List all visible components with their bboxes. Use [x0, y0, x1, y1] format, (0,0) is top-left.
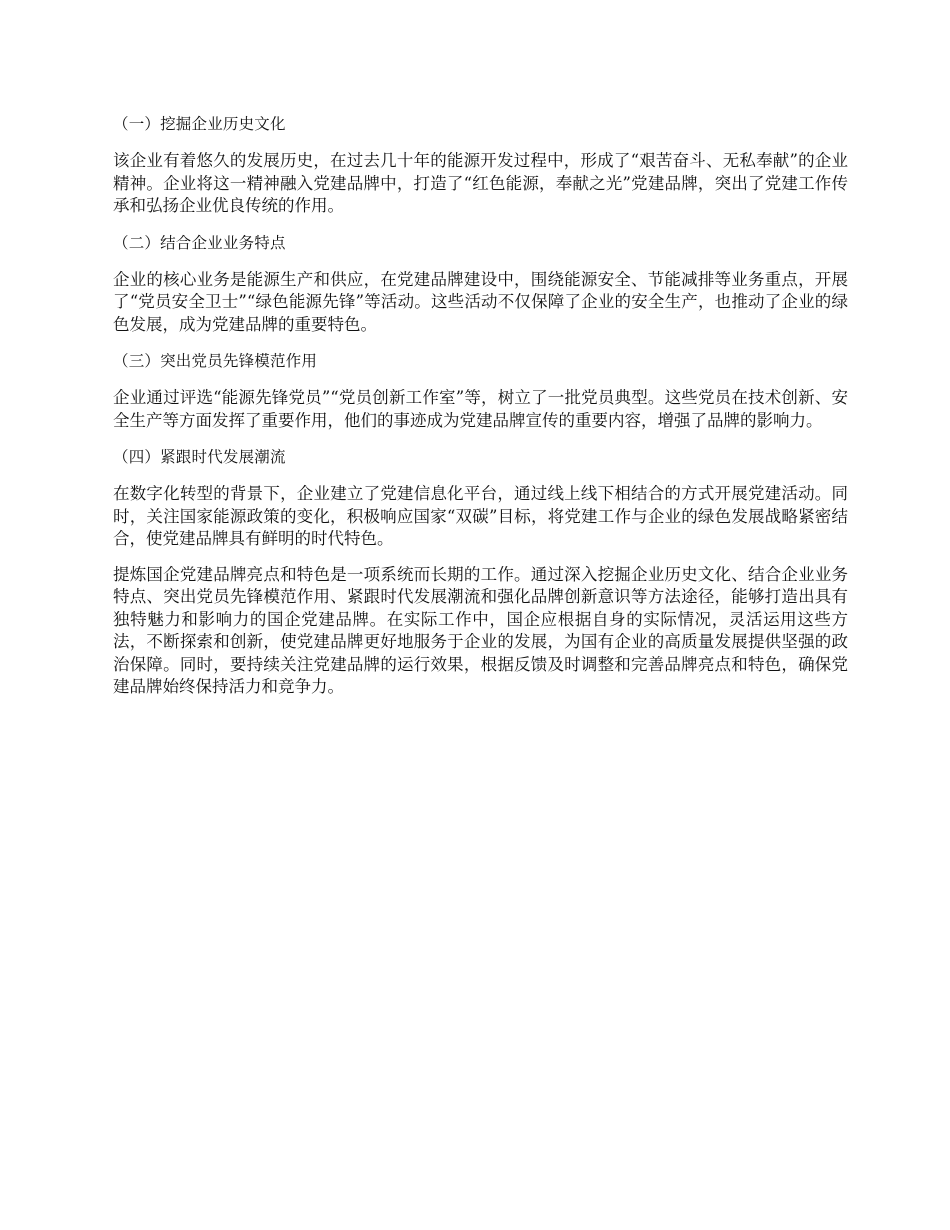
section-paragraph: 企业通过评选“能源先锋党员”“党员创新工作室”等，树立了一批党员典型。这些党员在技术创新、安全生产等方面发挥了重要作用，他们的事迹成为党建品牌宣传的重要内容，增强了品牌的影响力。: [113, 388, 848, 430]
section-heading: （四）紧跟时代发展潮流: [113, 448, 286, 466]
section-paragraph: 企业的核心业务是能源生产和供应，在党建品牌建设中，围绕能源安全、节能减排等业务重点，开展了“党员安全卫士”“绿色能源先锋”等活动。这些活动不仅保障了企业的安全生产，也推动了企业的绿色发展，成为党建品牌的重要特色。: [113, 269, 848, 334]
section-trend: [113, 445, 848, 551]
document-page: [113, 112, 848, 712]
section-history: [113, 112, 848, 218]
conclusion-paragraph: 提炼国企党建品牌亮点和特色是一项系统而长期的工作。通过深入挖掘企业历史文化、结合企业业务特点、突出党员先锋模范作用、紧跟时代发展潮流和强化品牌创新意识等方法途径，能够打造出具有独特魅力和影响力的国企党建品牌。在实际工作中，国企应根据自身的实际情况，灵活运用这些方法，不断探索和创新，使党建品牌更好地服务于企业的发展，为国有企业的高质量发展提供坚强的政治保障。同时，要持续关注党建品牌的运行效果，根据反馈及时调整和完善品牌亮点和特色，确保党建品牌始终保持活力和竞争力。: [113, 564, 848, 696]
section-paragraph: 在数字化转型的背景下，企业建立了党建信息化平台，通过线上线下相结合的方式开展党建活动。同时，关注国家能源政策的变化，积极响应国家“双碳”目标，将党建工作与企业的绿色发展战略紧密结合，使党建品牌具有鲜明的时代特色。: [113, 484, 848, 548]
section-pioneer: [113, 349, 848, 432]
section-paragraph: 该企业有着悠久的发展历史，在过去几十年的能源开发过程中，形成了“艰苦奋斗、无私奉献”的企业精神。企业将这一精神融入党建品牌中，打造了“红色能源，奉献之光”党建品牌，突出了党建工作传承和弘扬企业优良传统的作用。: [113, 151, 848, 215]
section-heading: （三）突出党员先锋模范作用: [113, 352, 318, 370]
section-business: [113, 231, 848, 337]
section-heading: （二）结合企业业务特点: [113, 233, 286, 252]
section-heading: （一）挖掘企业历史文化: [113, 115, 286, 133]
